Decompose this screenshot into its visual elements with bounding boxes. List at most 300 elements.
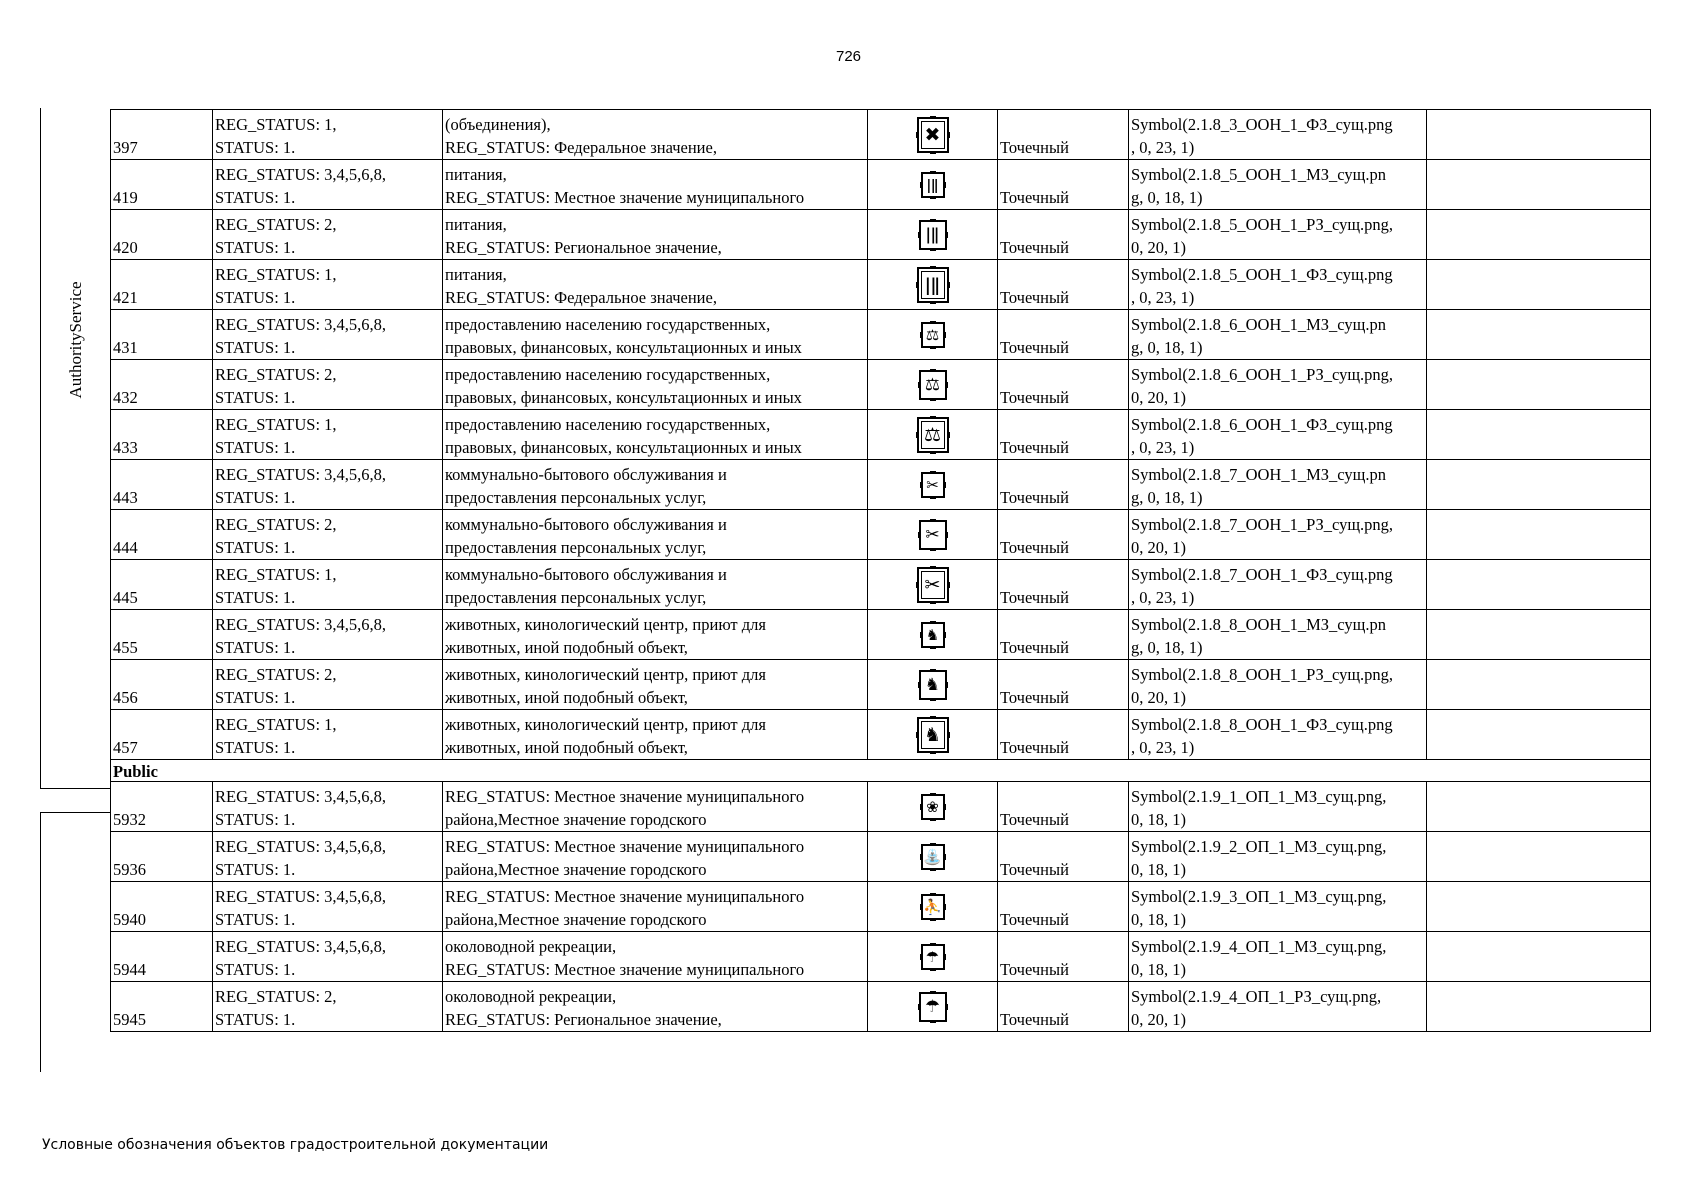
cell-status [213, 882, 443, 932]
status-text: STATUS: 1. [215, 588, 296, 607]
symbol-spec-line-2: g, 0, 18, 1) [1131, 338, 1203, 357]
reg-status-text: REG_STATUS: 2, [215, 515, 337, 534]
cell-symbol-spec [1129, 610, 1427, 660]
cell-symbol [868, 410, 998, 460]
footer-caption: Условные обозначения объектов градостроительной документации [42, 1137, 549, 1153]
symbol-tick-mark [930, 248, 936, 251]
cell-description [443, 982, 868, 1032]
cell-id [111, 882, 213, 932]
description-line-1: REG_STATUS: Местное значение муниципального [445, 837, 805, 856]
cell-empty [1427, 210, 1651, 260]
symbol-spec-line-1: Symbol(2.1.8_8_ООН_1_РЗ_сущ.png, [1131, 665, 1394, 684]
cell-symbol [868, 260, 998, 310]
symbol-tick-mark [943, 904, 946, 910]
cell-symbol [868, 610, 998, 660]
scales-icon: ⚖ [921, 322, 945, 348]
row-id: 5932 [113, 810, 146, 829]
table-row [111, 360, 1651, 410]
symbol-tick-mark [930, 151, 936, 154]
symbol-tick-mark [930, 968, 936, 971]
cell-description [443, 710, 868, 760]
symbol-tick-mark [930, 893, 936, 896]
cell-symbol-spec [1129, 782, 1427, 832]
table-row [111, 310, 1651, 360]
flower-icon: ❀ [921, 794, 945, 820]
reg-status-text: REG_STATUS: 2, [215, 665, 337, 684]
symbol-spec-line-2: 0, 20, 1) [1131, 388, 1186, 407]
geometry-type: Точечный [1000, 338, 1069, 357]
dog-icon: ♞ [919, 670, 947, 700]
cell-status [213, 660, 443, 710]
symbol-spec-line-2: 0, 20, 1) [1131, 1010, 1186, 1029]
cell-symbol-spec [1129, 410, 1427, 460]
geometry-type: Точечный [1000, 738, 1069, 757]
symbol-tick-mark [920, 954, 923, 960]
cell-status [213, 310, 443, 360]
cell-empty [1427, 710, 1651, 760]
row-id: 5944 [113, 960, 146, 979]
scissors-icon: ✂ [921, 472, 945, 498]
description-line-1: коммунально-бытового обслуживания и [445, 565, 727, 584]
group-bracket-bottom [40, 788, 111, 789]
cell-symbol-spec [1129, 710, 1427, 760]
status-text: STATUS: 1. [215, 388, 296, 407]
description-line-2: правовых, финансовых, консультационных и иных [445, 338, 802, 357]
description-line-2: REG_STATUS: Региональное значение, [445, 238, 722, 257]
reg-status-text: REG_STATUS: 1, [215, 265, 337, 284]
geometry-type: Точечный [1000, 1010, 1069, 1029]
symbol-tick-mark [930, 171, 936, 174]
cell-symbol-spec [1129, 932, 1427, 982]
cell-id [111, 610, 213, 660]
cell-symbol [868, 832, 998, 882]
cell-empty [1427, 982, 1651, 1032]
table-row [111, 660, 1651, 710]
cell-symbol-spec [1129, 310, 1427, 360]
symbol-tick-mark [947, 432, 950, 438]
description-line-1: животных, кинологический центр, приют для [445, 665, 766, 684]
cell-status [213, 560, 443, 610]
status-text: STATUS: 1. [215, 960, 296, 979]
description-line-2: правовых, финансовых, консультационных и иных [445, 438, 802, 457]
symbol-tick-mark [916, 732, 919, 738]
table-row [111, 832, 1651, 882]
symbol-spec-line-2: , 0, 23, 1) [1131, 588, 1195, 607]
description-line-1: предоставлению населению государственных, [445, 315, 771, 334]
table-row [111, 610, 1651, 660]
symbol-spec-line-2: g, 0, 18, 1) [1131, 488, 1203, 507]
cell-symbol-spec [1129, 460, 1427, 510]
symbol-tick-mark [945, 532, 948, 538]
status-text: STATUS: 1. [215, 438, 296, 457]
close-x-icon: ✖ [917, 117, 949, 153]
symbol-tick-mark [930, 716, 936, 719]
cell-status [213, 160, 443, 210]
cell-id [111, 510, 213, 560]
row-id: 419 [113, 188, 138, 207]
symbol-spec-line-1: Symbol(2.1.9_2_ОП_1_МЗ_сущ.png, [1131, 837, 1387, 856]
cell-type [998, 310, 1129, 360]
symbol-tick-mark [947, 582, 950, 588]
description-line-2: животных, иной подобный объект, [445, 738, 688, 757]
symbol-spec-line-2: 0, 18, 1) [1131, 810, 1186, 829]
reg-status-text: REG_STATUS: 2, [215, 365, 337, 384]
cell-description [443, 260, 868, 310]
symbol-spec-line-2: g, 0, 18, 1) [1131, 638, 1203, 657]
cell-symbol [868, 710, 998, 760]
geometry-type: Точечный [1000, 538, 1069, 557]
cell-empty [1427, 460, 1651, 510]
public-rows [111, 782, 1651, 1032]
symbol-tick-mark [930, 818, 936, 821]
cell-type [998, 932, 1129, 982]
description-line-1: REG_STATUS: Местное значение муниципального [445, 887, 805, 906]
description-line-2: района,Местное значение городского [445, 810, 707, 829]
symbol-tick-mark [918, 232, 921, 238]
cell-id [111, 260, 213, 310]
scales-icon: ⚖ [917, 417, 949, 453]
symbol-spec-line-1: Symbol(2.1.8_8_ООН_1_ФЗ_сущ.png [1131, 715, 1393, 734]
cell-id [111, 310, 213, 360]
geometry-type: Точечный [1000, 960, 1069, 979]
cell-symbol-spec [1129, 210, 1427, 260]
cell-status [213, 610, 443, 660]
cell-id [111, 932, 213, 982]
symbol-spec-line-2: , 0, 23, 1) [1131, 138, 1195, 157]
cell-status [213, 260, 443, 310]
description-line-1: питания, [445, 265, 507, 284]
symbol-tick-mark [930, 566, 936, 569]
symbol-tick-mark [930, 646, 936, 649]
cell-description [443, 110, 868, 160]
cell-symbol [868, 782, 998, 832]
symbol-tick-mark [930, 266, 936, 269]
geometry-type: Точечный [1000, 438, 1069, 457]
symbol-tick-mark [930, 868, 936, 871]
status-text: STATUS: 1. [215, 238, 296, 257]
reg-status-text: REG_STATUS: 2, [215, 987, 337, 1006]
description-line-2: правовых, финансовых, консультационных и иных [445, 388, 802, 407]
cell-symbol [868, 210, 998, 260]
symbol-tick-mark [930, 991, 936, 994]
cell-description [443, 210, 868, 260]
cell-empty [1427, 510, 1651, 560]
row-id: 443 [113, 488, 138, 507]
row-id: 432 [113, 388, 138, 407]
cell-type [998, 210, 1129, 260]
cell-symbol-spec [1129, 260, 1427, 310]
cell-symbol-spec [1129, 110, 1427, 160]
symbol-spec-line-2: 0, 20, 1) [1131, 538, 1186, 557]
symbol-spec-line-1: Symbol(2.1.8_6_ООН_1_ФЗ_сущ.png [1131, 415, 1393, 434]
row-id: 421 [113, 288, 138, 307]
symbol-tick-mark [918, 382, 921, 388]
description-line-1: коммунально-бытового обслуживания и [445, 465, 727, 484]
cell-description [443, 832, 868, 882]
symbol-tick-mark [930, 601, 936, 604]
symbol-tick-mark [920, 182, 923, 188]
geometry-type: Точечный [1000, 910, 1069, 929]
symbol-tick-mark [930, 301, 936, 304]
cell-status [213, 460, 443, 510]
geometry-type: Точечный [1000, 638, 1069, 657]
symbol-spec-line-1: Symbol(2.1.8_6_ООН_1_РЗ_сущ.png, [1131, 365, 1394, 384]
symbol-spec-line-1: Symbol(2.1.8_6_ООН_1_МЗ_сущ.pn [1131, 315, 1386, 334]
symbol-spec-line-1: Symbol(2.1.8_5_ООН_1_МЗ_сущ.pn [1131, 165, 1386, 184]
status-text: STATUS: 1. [215, 1010, 296, 1029]
symbol-tick-mark [930, 471, 936, 474]
symbol-spec-line-1: Symbol(2.1.8_3_ООН_1_ФЗ_сущ.png [1131, 115, 1393, 134]
cell-status [213, 982, 443, 1032]
group-label-authority-service [41, 108, 111, 788]
status-text: STATUS: 1. [215, 138, 296, 157]
symbol-tick-mark [943, 332, 946, 338]
symbol-tick-mark [930, 346, 936, 349]
cell-symbol [868, 932, 998, 982]
cell-description [443, 310, 868, 360]
description-line-1: околоводной рекреации, [445, 987, 617, 1006]
symbol-tick-mark [916, 132, 919, 138]
reg-status-text: REG_STATUS: 1, [215, 715, 337, 734]
cell-empty [1427, 310, 1651, 360]
row-id: 433 [113, 438, 138, 457]
cell-type [998, 882, 1129, 932]
cell-description [443, 932, 868, 982]
symbol-tick-mark [945, 382, 948, 388]
cell-symbol [868, 982, 998, 1032]
cell-description [443, 782, 868, 832]
reg-status-text: REG_STATUS: 3,4,5,6,8, [215, 315, 387, 334]
cell-symbol [868, 360, 998, 410]
group-label-text: AuthorityService [66, 281, 85, 399]
row-id: 397 [113, 138, 138, 157]
reg-status-text: REG_STATUS: 1, [215, 115, 337, 134]
symbol-spec-line-2: 0, 18, 1) [1131, 910, 1186, 929]
cell-type [998, 782, 1129, 832]
description-line-1: предоставлению населению государственных, [445, 365, 771, 384]
status-text: STATUS: 1. [215, 810, 296, 829]
cell-type [998, 560, 1129, 610]
symbol-spec-line-2: 0, 18, 1) [1131, 860, 1186, 879]
reg-status-text: REG_STATUS: 3,4,5,6,8, [215, 787, 387, 806]
description-line-2: животных, иной подобный объект, [445, 638, 688, 657]
cell-status [213, 360, 443, 410]
symbol-tick-mark [916, 582, 919, 588]
symbol-spec-line-2: , 0, 23, 1) [1131, 288, 1195, 307]
symbol-spec-line-2: g, 0, 18, 1) [1131, 188, 1203, 207]
cell-empty [1427, 110, 1651, 160]
symbol-tick-mark [930, 451, 936, 454]
row-id: 431 [113, 338, 138, 357]
description-line-2: REG_STATUS: Федеральное значение, [445, 138, 717, 157]
table-row [111, 710, 1651, 760]
table-row [111, 882, 1651, 932]
cell-status [213, 832, 443, 882]
status-text: STATUS: 1. [215, 688, 296, 707]
reg-status-text: REG_STATUS: 1, [215, 565, 337, 584]
reg-status-text: REG_STATUS: 3,4,5,6,8, [215, 887, 387, 906]
symbol-tick-mark [920, 804, 923, 810]
fork-knife-icon: ǀǁ [919, 220, 947, 250]
symbol-tick-mark [930, 698, 936, 701]
cell-id [111, 832, 213, 882]
cell-symbol-spec [1129, 660, 1427, 710]
symbol-tick-mark [947, 732, 950, 738]
symbol-tick-mark [930, 943, 936, 946]
scales-icon: ⚖ [919, 370, 947, 400]
symbol-tick-mark [930, 369, 936, 372]
symbol-tick-mark [945, 232, 948, 238]
cell-id [111, 560, 213, 610]
cell-description [443, 160, 868, 210]
symbols-table [110, 109, 1651, 1032]
cell-type [998, 360, 1129, 410]
cell-status [213, 210, 443, 260]
cell-id [111, 460, 213, 510]
symbol-spec-line-2: 0, 18, 1) [1131, 960, 1186, 979]
symbol-tick-mark [930, 669, 936, 672]
cell-type [998, 660, 1129, 710]
cell-empty [1427, 360, 1651, 410]
geometry-type: Точечный [1000, 288, 1069, 307]
symbol-tick-mark [943, 632, 946, 638]
cell-empty [1427, 560, 1651, 610]
dog-icon: ♞ [917, 717, 949, 753]
fork-knife-icon: ǀǁ [921, 172, 945, 198]
cell-status [213, 782, 443, 832]
cell-symbol-spec [1129, 510, 1427, 560]
cell-symbol [868, 560, 998, 610]
cell-id [111, 982, 213, 1032]
reg-status-text: REG_STATUS: 1, [215, 415, 337, 434]
cell-status [213, 710, 443, 760]
cell-empty [1427, 610, 1651, 660]
symbol-tick-mark [930, 918, 936, 921]
cell-type [998, 460, 1129, 510]
cell-status [213, 510, 443, 560]
cell-type [998, 110, 1129, 160]
symbol-tick-mark [920, 904, 923, 910]
symbol-spec-line-1: Symbol(2.1.9_3_ОП_1_МЗ_сущ.png, [1131, 887, 1387, 906]
symbol-tick-mark [918, 532, 921, 538]
cell-type [998, 610, 1129, 660]
cell-status [213, 932, 443, 982]
symbol-spec-line-1: Symbol(2.1.9_4_ОП_1_РЗ_сущ.png, [1131, 987, 1382, 1006]
status-text: STATUS: 1. [215, 860, 296, 879]
symbol-spec-line-2: 0, 20, 1) [1131, 238, 1186, 257]
symbol-tick-mark [930, 519, 936, 522]
cell-type [998, 160, 1129, 210]
table-row [111, 560, 1651, 610]
cell-type [998, 832, 1129, 882]
symbol-tick-mark [930, 751, 936, 754]
cell-id [111, 360, 213, 410]
description-line-1: животных, кинологический центр, приют для [445, 615, 766, 634]
symbol-tick-mark [943, 804, 946, 810]
row-id: 445 [113, 588, 138, 607]
symbol-spec-line-1: Symbol(2.1.8_8_ООН_1_МЗ_сущ.pn [1131, 615, 1386, 634]
cell-type [998, 710, 1129, 760]
cell-empty [1427, 882, 1651, 932]
cell-symbol-spec [1129, 560, 1427, 610]
group-bracket-public [40, 812, 41, 1072]
row-id: 420 [113, 238, 138, 257]
description-line-1: питания, [445, 215, 507, 234]
cell-symbol-spec [1129, 982, 1427, 1032]
symbol-spec-line-2: , 0, 23, 1) [1131, 438, 1195, 457]
symbol-tick-mark [943, 182, 946, 188]
geometry-type: Точечный [1000, 488, 1069, 507]
symbol-tick-mark [943, 854, 946, 860]
table-row [111, 510, 1651, 560]
section-header-public: Public [111, 760, 1651, 782]
status-text: STATUS: 1. [215, 738, 296, 757]
symbol-tick-mark [920, 482, 923, 488]
cell-type [998, 410, 1129, 460]
cell-id [111, 210, 213, 260]
description-line-2: животных, иной подобный объект, [445, 688, 688, 707]
cell-type [998, 260, 1129, 310]
geometry-type: Точечный [1000, 138, 1069, 157]
cell-empty [1427, 660, 1651, 710]
cell-symbol [868, 160, 998, 210]
cell-description [443, 660, 868, 710]
scissors-icon: ✂ [919, 520, 947, 550]
description-line-1: REG_STATUS: Местное значение муниципального [445, 787, 805, 806]
description-line-1: животных, кинологический центр, приют для [445, 715, 766, 734]
authority-service-rows [111, 110, 1651, 760]
cell-description [443, 610, 868, 660]
cell-status [213, 410, 443, 460]
cell-symbol [868, 460, 998, 510]
table-row [111, 782, 1651, 832]
cell-id [111, 660, 213, 710]
symbol-tick-mark [920, 854, 923, 860]
table-row [111, 160, 1651, 210]
cell-symbol-spec [1129, 160, 1427, 210]
cell-description [443, 410, 868, 460]
symbol-spec-line-1: Symbol(2.1.8_7_ООН_1_МЗ_сущ.pn [1131, 465, 1386, 484]
cell-description [443, 360, 868, 410]
symbol-tick-mark [930, 621, 936, 624]
scissors-icon: ✂ [917, 567, 949, 603]
symbol-tick-mark [930, 496, 936, 499]
cell-empty [1427, 932, 1651, 982]
geometry-type: Точечный [1000, 188, 1069, 207]
description-line-2: REG_STATUS: Федеральное значение, [445, 288, 717, 307]
status-text: STATUS: 1. [215, 188, 296, 207]
description-line-2: предоставления персональных услуг, [445, 488, 707, 507]
cell-empty [1427, 160, 1651, 210]
symbol-tick-mark [930, 793, 936, 796]
cell-empty [1427, 410, 1651, 460]
description-line-2: предоставления персональных услуг, [445, 588, 707, 607]
symbol-spec-line-1: Symbol(2.1.8_5_ООН_1_ФЗ_сущ.png [1131, 265, 1393, 284]
reg-status-text: REG_STATUS: 2, [215, 215, 337, 234]
description-line-2: района,Местное значение городского [445, 910, 707, 929]
table-row [111, 460, 1651, 510]
description-line-1: околоводной рекреации, [445, 937, 617, 956]
umbrella-icon: ☂ [919, 992, 947, 1022]
row-id: 5936 [113, 860, 146, 879]
symbol-tick-mark [945, 1004, 948, 1010]
symbol-spec-line-2: , 0, 23, 1) [1131, 738, 1195, 757]
row-id: 456 [113, 688, 138, 707]
status-text: STATUS: 1. [215, 488, 296, 507]
geometry-type: Точечный [1000, 588, 1069, 607]
symbol-tick-mark [930, 116, 936, 119]
symbol-tick-mark [918, 1004, 921, 1010]
